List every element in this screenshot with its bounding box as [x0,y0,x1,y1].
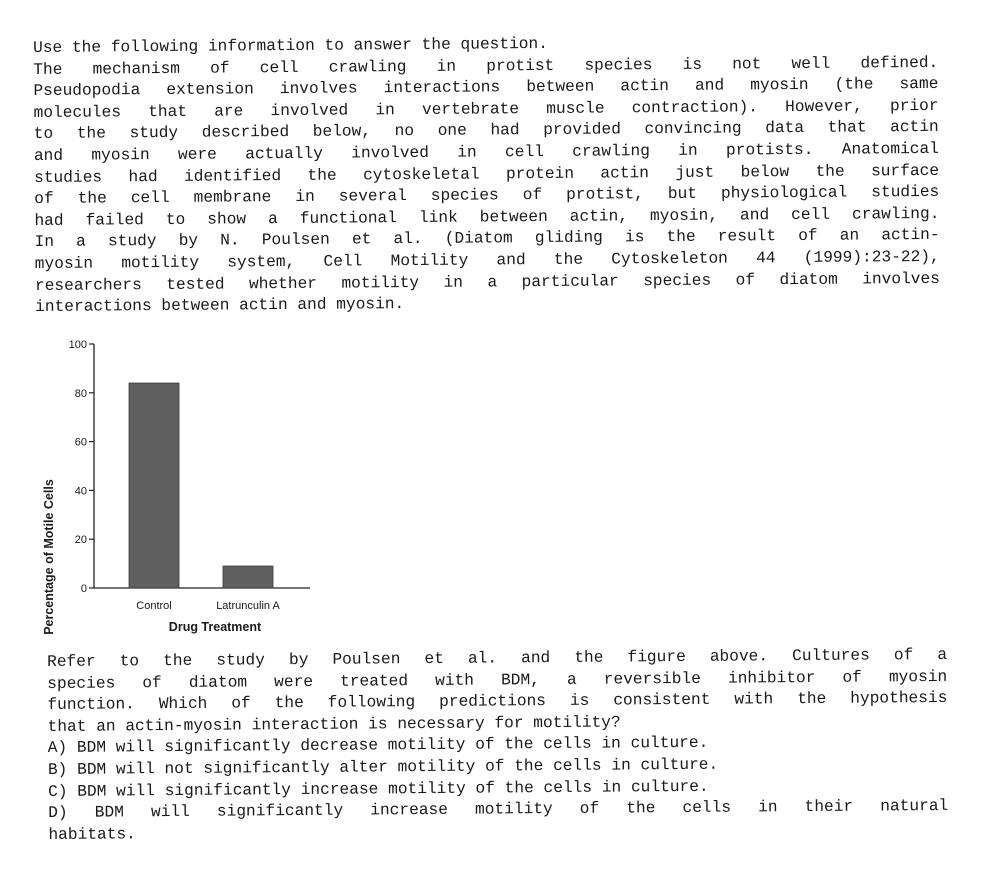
intro-line: The mechanism of cell crawling in protist species is not well defined. [33,53,939,79]
question-line: function. Which of the following predictions is consistent with the hypothesis [47,689,948,715]
answer-choices [48,731,949,846]
intro-line: researchers tested whether motility in a particular species of diatom involves [34,269,940,295]
x-tick-label: Latrunculin A [216,600,280,612]
bar-chart [34,328,334,640]
y-tick-label: 60 [74,436,87,449]
question-block [47,645,948,846]
intro-line: to the study described below, no one had provided convincing data that actin [33,118,939,144]
x-tick-label: Control [136,600,172,612]
intro-line: interactions between actin and myosin. [35,295,405,317]
question-line: Refer to the study by Poulsen et al. and the figure above. Cultures of a [47,645,948,671]
answer-choice-a: A) BDM will significantly decrease motility of the cells in culture. [47,734,709,758]
intro-line: and myosin were actually involved in cell crawling in protists. Anatomical [33,139,939,165]
answer-choice-d: D) BDM will significantly increase motility of the cells in their natural [48,797,949,823]
x-axis-label: Drug Treatment [168,620,262,634]
answer-choice-b: B) BDM will not significantly alter motility of the cells in culture. [47,755,719,779]
intro-line: Pseudopodia extension involves interactions between actin and myosin (the same [33,75,939,101]
answer-choice-d-continued: habitats. [48,825,136,844]
intro-passage [33,31,940,319]
intro-line: myosin motility system, Cell Motility and the Cytoskeleton 44 (1999):23-22), [34,247,940,273]
y-axis-label: Percentage of Motile Cells [42,479,56,635]
intro-line: of the cell membrane in several species of protist, but physiological studies [34,183,940,209]
bar-latrunculin-a [223,566,273,588]
answer-choice-c: C) BDM will significantly increase motility of the cells in culture. [48,777,709,801]
bar-control [129,383,179,588]
y-tick-label: 0 [80,583,87,595]
chart-axes [89,344,310,588]
intro-line: studies had identified the cytoskeletal protein actin just below the surface [34,161,940,187]
y-tick-label: 20 [74,534,87,547]
intro-line: In a study by N. Poulsen et al. (Diatom gliding is the result of an actin- [34,226,940,252]
question-line: species of diatom were treated with BDM, a reversible inhibitor of myosin [47,667,948,693]
intro-line: Use the following information to answer the question. [33,34,548,57]
y-tick-label: 40 [74,485,87,498]
intro-line: had failed to show a functional link between actin, myosin, and cell crawling. [34,204,940,230]
question-line: that an actin-myosin interaction is necessary for motility? [47,713,621,736]
y-tick-label: 100 [68,339,87,351]
intro-line: molecules that are involved in vertebrate muscle contraction). However, prior [33,96,939,122]
y-tick-label: 80 [74,387,87,400]
chart-bars [129,383,273,588]
bar-chart-svg [34,328,334,640]
